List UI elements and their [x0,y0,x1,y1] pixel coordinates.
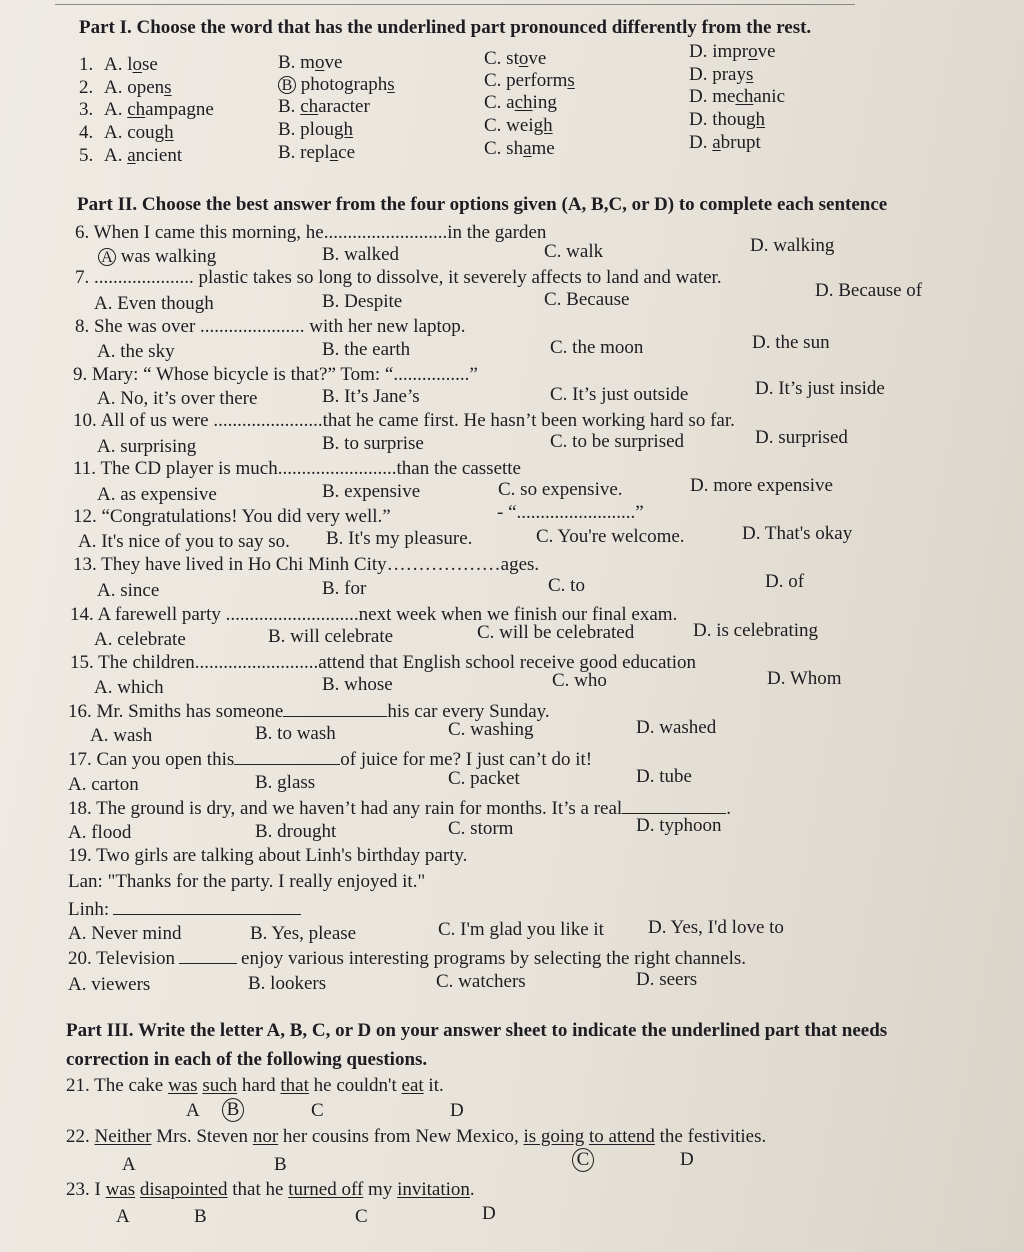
q4-number: 4. [79,122,94,143]
q18-option-d: D. typhoon [636,815,722,836]
q9-stem: 9. Mary: “ Whose bicycle is that?” Tom: “................” [73,364,478,385]
q8-option-d: D. the sun [752,332,830,353]
q1-number: 1. [79,54,94,75]
q11-option-c: C. so expensive. [498,479,623,500]
q10-stem: 10. All of us were .......................that he came first. He hasn’t been working hard so far. [73,410,735,431]
q22-label-c-circled: C [572,1148,594,1172]
q15-option-a: A. which [94,677,164,698]
q2-circled-answer: B [278,76,296,94]
q16-option-b: B. to wash [255,723,336,744]
q17-stem: 17. Can you open this of juice for me? I just can’t do it! [68,749,593,770]
q15-option-d: D. Whom [767,668,842,689]
q22-label-d: D [680,1149,694,1170]
q20-option-d: D. seers [636,969,698,990]
q1-option-b: B. move [278,52,343,73]
q19-line-linh: Linh: [68,898,301,921]
q14-option-b: B. will celebrate [268,626,394,647]
q2-number: 2. [79,77,94,98]
q4-option-b: B. plough [278,119,353,140]
q6-circled-answer: A [98,248,116,266]
q14-option-c: C. will be celebrated [477,622,635,643]
q7-option-b: B. Despite [322,291,403,312]
q18-blank [622,797,726,814]
q14-stem: 14. A farewell party ............................next week when we finish our final exam. [70,604,678,625]
q3-number: 3. [79,99,94,120]
q21-sentence: 21. The cake was such hard that he couldn't eat it. [66,1075,444,1096]
q23-sentence: 23. I was disapointed that he turned off my invitation. [66,1179,475,1200]
q12-option-a: A. It's nice of you to say so. [78,531,290,552]
q10-option-b: B. to surprise [322,433,424,454]
q13-option-c: C. to [548,575,585,596]
q20-stem: 20. Television enjoy various interesting programs by selecting the right channels. [68,948,747,969]
q7-option-c: C. Because [544,289,630,310]
q5-number: 5. [79,145,94,166]
part2-heading: Part II. Choose the best answer from the four options given (A, B,C, or D) to complete each sentence [77,194,888,215]
q9-option-c: C. It’s just outside [550,384,689,405]
q6-option-d: D. walking [750,235,835,256]
q3-option-b: B. character [278,96,370,117]
q9-option-b: B. It’s Jane’s [322,386,420,407]
q2-option-a: A. opens [104,77,172,98]
q14-option-a: A. celebrate [94,629,186,650]
q20-option-c: C. watchers [436,971,526,992]
q19-option-b: B. Yes, please [250,923,357,944]
q18-option-b: B. drought [255,821,337,842]
q16-blank [283,700,387,717]
q11-option-a: A. as expensive [97,484,217,505]
q16-option-a: A. wash [90,725,153,746]
q8-option-a: A. the sky [97,341,175,362]
q12-option-d: D. That's okay [742,523,853,544]
q12-option-c: C. You're welcome. [536,526,685,547]
q22-sentence: 22. Neither Mrs. Steven nor her cousins from New Mexico, is going to attend the festivities. [66,1126,767,1147]
q16-stem: 16. Mr. Smiths has someone his car every Sunday. [68,701,550,722]
q5-option-d: D. abrupt [689,132,761,153]
q12-reply: - “.........................” [497,502,644,523]
q11-option-b: B. expensive [322,481,421,502]
q21-label-d: D [450,1100,464,1121]
q6-option-b: B. walked [322,244,400,265]
q2-option-c: C. performs [484,70,575,91]
q1-option-d: D. improve [689,41,776,62]
q19-line-lan: Lan: "Thanks for the party. I really enjoyed it." [68,871,426,892]
q4-option-c: C. weigh [484,115,553,136]
q19-option-c: C. I'm glad you like it [438,919,604,940]
q21-label-b-circled: B [222,1098,244,1122]
q10-option-d: D. surprised [755,427,848,448]
q23-label-a: A [116,1206,130,1227]
q3-option-d: D. mechanic [689,86,786,107]
q22-label-b: B [274,1154,287,1175]
q5-option-a: A. ancient [104,145,183,166]
q4-option-a: A. cough [104,122,174,143]
q19-option-d: D. Yes, I'd love to [648,917,784,938]
q17-option-c: C. packet [448,768,520,789]
q12-option-b: B. It's my pleasure. [326,528,473,549]
q18-option-c: C. storm [448,818,514,839]
q19-stem: 19. Two girls are talking about Linh's birthday party. [68,845,468,866]
q5-option-b: B. replace [278,142,356,163]
q11-stem: 11. The CD player is much.........................than the cassette [73,458,521,479]
q7-option-d: D. Because of [815,280,923,301]
q12-stem: 12. “Congratulations! You did very well.” [73,506,391,527]
part3-heading-line2: correction in each of the following questions. [66,1049,428,1070]
q23-label-c: C [355,1206,368,1227]
q1-option-a: A. lose [104,54,158,75]
q10-option-c: C. to be surprised [550,431,685,452]
q14-option-d: D. is celebrating [693,620,819,641]
q23-label-d: D [482,1203,496,1224]
top-rule [55,4,855,5]
part1-heading: Part I. Choose the word that has the underlined part pronounced differently from the rest. [79,17,812,38]
q13-option-d: D. of [765,571,805,592]
q13-stem: 13. They have lived in Ho Chi Minh City………………ages. [73,554,540,575]
q9-option-d: D. It’s just inside [755,378,885,399]
q16-option-c: C. washing [448,719,534,740]
q15-stem: 15. The children..........................attend that English school receive good education [70,652,696,673]
q20-option-b: B. lookers [248,973,327,994]
q23-label-b: B [194,1206,207,1227]
q7-option-a: A. Even though [94,293,214,314]
q17-blank [234,748,340,765]
q19-blank [113,898,301,915]
q21-label-a: A [186,1100,200,1121]
q17-option-a: A. carton [68,774,139,795]
q10-option-a: A. surprising [97,436,197,457]
q2-option-b: B photographs [278,74,395,96]
q17-option-b: B. glass [255,772,316,793]
q6-option-c: C. walk [544,241,604,262]
q15-option-b: B. whose [322,674,393,695]
q1-option-c: C. stove [484,48,547,69]
q18-option-a: A. flood [68,822,132,843]
q13-option-a: A. since [97,580,160,601]
q22-label-a: A [122,1154,136,1175]
q6-option-a: A was walking [98,246,216,268]
q5-option-c: C. shame [484,138,555,159]
q6-stem: 6. When I came this morning, he..........................in the garden [75,222,547,243]
q7-stem: 7. ..................... plastic takes so long to dissolve, it severely affects to land and water. [75,267,722,288]
q20-option-a: A. viewers [68,974,151,995]
q2-option-d: D. prays [689,64,754,85]
q21-label-c: C [311,1100,324,1121]
q9-option-a: A. No, it’s over there [97,388,258,409]
q8-option-c: C. the moon [550,337,644,358]
q4-option-d: D. though [689,109,765,130]
q8-stem: 8. She was over ...................... with her new laptop. [75,316,466,337]
q3-option-c: C. aching [484,92,557,113]
q15-option-c: C. who [552,670,607,691]
q3-option-a: A. champagne [104,99,214,120]
q8-option-b: B. the earth [322,339,411,360]
q16-option-d: D. washed [636,717,717,738]
q20-blank [179,947,237,964]
part3-heading-line1: Part III. Write the letter A, B, C, or D on your answer sheet to indicate the underlined part that needs [66,1020,888,1041]
q13-option-b: B. for [322,578,367,599]
q18-stem: 18. The ground is dry, and we haven’t had any rain for months. It’s a real . [68,798,731,819]
q19-option-a: A. Never mind [68,923,182,944]
q17-option-d: D. tube [636,766,692,787]
q11-option-d: D. more expensive [690,475,833,496]
